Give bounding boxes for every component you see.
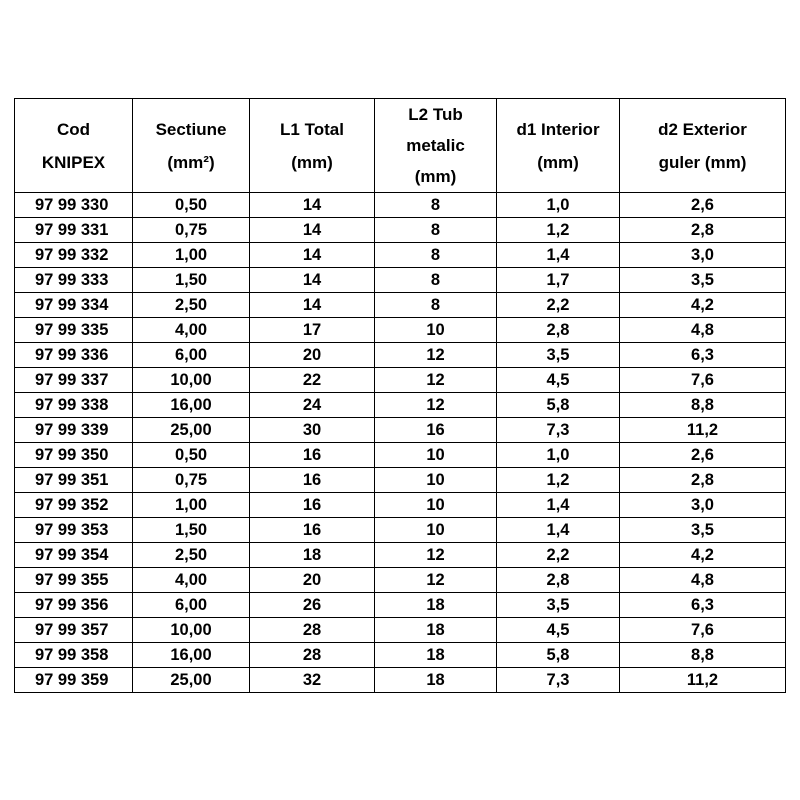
table-row bbox=[15, 393, 786, 418]
cell-code: 97 99 356 bbox=[15, 593, 133, 618]
cell-section: 0,75 bbox=[133, 218, 250, 243]
cell-d1-interior: 5,8 bbox=[497, 643, 620, 668]
cell-section: 4,00 bbox=[133, 318, 250, 343]
cell-d1-interior: 1,7 bbox=[497, 268, 620, 293]
cell-d1-interior: 5,8 bbox=[497, 393, 620, 418]
cell-code: 97 99 339 bbox=[15, 418, 133, 443]
cell-section: 1,50 bbox=[133, 518, 250, 543]
cell-d1-interior: 3,5 bbox=[497, 343, 620, 368]
cell-d2-exterior: 6,3 bbox=[620, 343, 786, 368]
cell-l2-tube: 8 bbox=[375, 268, 497, 293]
cell-section: 2,50 bbox=[133, 293, 250, 318]
cell-code: 97 99 357 bbox=[15, 618, 133, 643]
cell-section: 1,50 bbox=[133, 268, 250, 293]
cell-d2-exterior: 2,6 bbox=[620, 193, 786, 218]
cell-l2-tube: 12 bbox=[375, 543, 497, 568]
table-row bbox=[15, 668, 786, 693]
cell-d2-exterior: 8,8 bbox=[620, 393, 786, 418]
col-header-d2-exterior: d2 Exterior guler (mm) bbox=[620, 99, 786, 193]
cell-l1-total: 14 bbox=[250, 243, 375, 268]
table-row bbox=[15, 368, 786, 393]
cell-code: 97 99 355 bbox=[15, 568, 133, 593]
cell-section: 2,50 bbox=[133, 543, 250, 568]
col-header-code: Cod KNIPEX bbox=[15, 99, 133, 193]
cell-code: 97 99 353 bbox=[15, 518, 133, 543]
table-row bbox=[15, 468, 786, 493]
cell-d1-interior: 1,2 bbox=[497, 218, 620, 243]
cell-d1-interior: 2,8 bbox=[497, 568, 620, 593]
cell-section: 0,50 bbox=[133, 193, 250, 218]
cell-l1-total: 32 bbox=[250, 668, 375, 693]
cell-d1-interior: 7,3 bbox=[497, 668, 620, 693]
cell-code: 97 99 330 bbox=[15, 193, 133, 218]
cell-section: 1,00 bbox=[133, 243, 250, 268]
col-header-d1-interior: d1 Interior (mm) bbox=[497, 99, 620, 193]
cell-l2-tube: 12 bbox=[375, 393, 497, 418]
cell-section: 4,00 bbox=[133, 568, 250, 593]
cell-code: 97 99 351 bbox=[15, 468, 133, 493]
cell-l2-tube: 10 bbox=[375, 468, 497, 493]
cell-d2-exterior: 2,8 bbox=[620, 468, 786, 493]
cell-l2-tube: 10 bbox=[375, 518, 497, 543]
table-row bbox=[15, 493, 786, 518]
cell-l1-total: 16 bbox=[250, 443, 375, 468]
cell-l1-total: 20 bbox=[250, 568, 375, 593]
cell-d2-exterior: 2,6 bbox=[620, 443, 786, 468]
cell-l2-tube: 18 bbox=[375, 643, 497, 668]
cell-d2-exterior: 6,3 bbox=[620, 593, 786, 618]
cell-l2-tube: 8 bbox=[375, 293, 497, 318]
knipex-spec-table bbox=[14, 98, 786, 693]
cell-d1-interior: 1,4 bbox=[497, 518, 620, 543]
cell-l1-total: 14 bbox=[250, 268, 375, 293]
cell-code: 97 99 338 bbox=[15, 393, 133, 418]
cell-section: 0,75 bbox=[133, 468, 250, 493]
cell-d1-interior: 4,5 bbox=[497, 618, 620, 643]
cell-section: 0,50 bbox=[133, 443, 250, 468]
col-header-section: Sectiune (mm²) bbox=[133, 99, 250, 193]
table-row bbox=[15, 268, 786, 293]
cell-l2-tube: 12 bbox=[375, 568, 497, 593]
table-row bbox=[15, 643, 786, 668]
cell-code: 97 99 337 bbox=[15, 368, 133, 393]
cell-code: 97 99 333 bbox=[15, 268, 133, 293]
cell-code: 97 99 352 bbox=[15, 493, 133, 518]
table-row bbox=[15, 293, 786, 318]
cell-d2-exterior: 4,2 bbox=[620, 293, 786, 318]
col-header-l2-tube: L2 Tub metalic (mm) bbox=[375, 99, 497, 193]
cell-l2-tube: 16 bbox=[375, 418, 497, 443]
cell-d1-interior: 1,0 bbox=[497, 193, 620, 218]
cell-code: 97 99 335 bbox=[15, 318, 133, 343]
cell-section: 25,00 bbox=[133, 418, 250, 443]
cell-l2-tube: 18 bbox=[375, 618, 497, 643]
cell-d2-exterior: 2,8 bbox=[620, 218, 786, 243]
table-row bbox=[15, 518, 786, 543]
cell-d1-interior: 1,4 bbox=[497, 493, 620, 518]
cell-l2-tube: 12 bbox=[375, 343, 497, 368]
cell-l2-tube: 10 bbox=[375, 493, 497, 518]
cell-l1-total: 16 bbox=[250, 468, 375, 493]
table-row bbox=[15, 418, 786, 443]
cell-l1-total: 18 bbox=[250, 543, 375, 568]
cell-d1-interior: 2,8 bbox=[497, 318, 620, 343]
table-row bbox=[15, 443, 786, 468]
cell-l2-tube: 12 bbox=[375, 368, 497, 393]
cell-d1-interior: 2,2 bbox=[497, 293, 620, 318]
cell-l1-total: 30 bbox=[250, 418, 375, 443]
cell-section: 16,00 bbox=[133, 643, 250, 668]
table-row bbox=[15, 343, 786, 368]
cell-d1-interior: 1,4 bbox=[497, 243, 620, 268]
cell-d2-exterior: 4,2 bbox=[620, 543, 786, 568]
cell-code: 97 99 331 bbox=[15, 218, 133, 243]
cell-d1-interior: 1,2 bbox=[497, 468, 620, 493]
table-row bbox=[15, 568, 786, 593]
table-row bbox=[15, 543, 786, 568]
cell-d2-exterior: 4,8 bbox=[620, 568, 786, 593]
cell-section: 16,00 bbox=[133, 393, 250, 418]
cell-code: 97 99 334 bbox=[15, 293, 133, 318]
cell-l1-total: 22 bbox=[250, 368, 375, 393]
cell-section: 6,00 bbox=[133, 593, 250, 618]
cell-code: 97 99 336 bbox=[15, 343, 133, 368]
cell-d1-interior: 3,5 bbox=[497, 593, 620, 618]
cell-d1-interior: 7,3 bbox=[497, 418, 620, 443]
cell-section: 25,00 bbox=[133, 668, 250, 693]
cell-section: 1,00 bbox=[133, 493, 250, 518]
cell-d2-exterior: 7,6 bbox=[620, 368, 786, 393]
cell-section: 10,00 bbox=[133, 368, 250, 393]
table-body bbox=[15, 193, 786, 693]
cell-l2-tube: 18 bbox=[375, 593, 497, 618]
header-row bbox=[15, 99, 786, 193]
table-row bbox=[15, 593, 786, 618]
cell-l1-total: 26 bbox=[250, 593, 375, 618]
cell-l2-tube: 10 bbox=[375, 443, 497, 468]
cell-d2-exterior: 3,5 bbox=[620, 518, 786, 543]
cell-code: 97 99 332 bbox=[15, 243, 133, 268]
cell-code: 97 99 358 bbox=[15, 643, 133, 668]
cell-l1-total: 16 bbox=[250, 493, 375, 518]
cell-d2-exterior: 11,2 bbox=[620, 668, 786, 693]
table-row bbox=[15, 193, 786, 218]
cell-d1-interior: 1,0 bbox=[497, 443, 620, 468]
cell-l2-tube: 8 bbox=[375, 218, 497, 243]
cell-d2-exterior: 11,2 bbox=[620, 418, 786, 443]
cell-d1-interior: 4,5 bbox=[497, 368, 620, 393]
cell-d2-exterior: 3,0 bbox=[620, 243, 786, 268]
cell-l2-tube: 10 bbox=[375, 318, 497, 343]
cell-l1-total: 28 bbox=[250, 643, 375, 668]
cell-l2-tube: 18 bbox=[375, 668, 497, 693]
cell-l1-total: 16 bbox=[250, 518, 375, 543]
table-row bbox=[15, 618, 786, 643]
table-row bbox=[15, 318, 786, 343]
cell-l2-tube: 8 bbox=[375, 193, 497, 218]
cell-code: 97 99 359 bbox=[15, 668, 133, 693]
cell-d2-exterior: 3,0 bbox=[620, 493, 786, 518]
col-header-l1-total: L1 Total (mm) bbox=[250, 99, 375, 193]
cell-d2-exterior: 4,8 bbox=[620, 318, 786, 343]
cell-l2-tube: 8 bbox=[375, 243, 497, 268]
cell-l1-total: 14 bbox=[250, 218, 375, 243]
cell-section: 6,00 bbox=[133, 343, 250, 368]
table-row bbox=[15, 218, 786, 243]
cell-d2-exterior: 3,5 bbox=[620, 268, 786, 293]
cell-code: 97 99 354 bbox=[15, 543, 133, 568]
cell-d1-interior: 2,2 bbox=[497, 543, 620, 568]
cell-l1-total: 20 bbox=[250, 343, 375, 368]
cell-l1-total: 24 bbox=[250, 393, 375, 418]
cell-d2-exterior: 7,6 bbox=[620, 618, 786, 643]
cell-l1-total: 14 bbox=[250, 293, 375, 318]
cell-l1-total: 17 bbox=[250, 318, 375, 343]
cell-code: 97 99 350 bbox=[15, 443, 133, 468]
cell-l1-total: 28 bbox=[250, 618, 375, 643]
cell-l1-total: 14 bbox=[250, 193, 375, 218]
cell-d2-exterior: 8,8 bbox=[620, 643, 786, 668]
table-row bbox=[15, 243, 786, 268]
cell-section: 10,00 bbox=[133, 618, 250, 643]
